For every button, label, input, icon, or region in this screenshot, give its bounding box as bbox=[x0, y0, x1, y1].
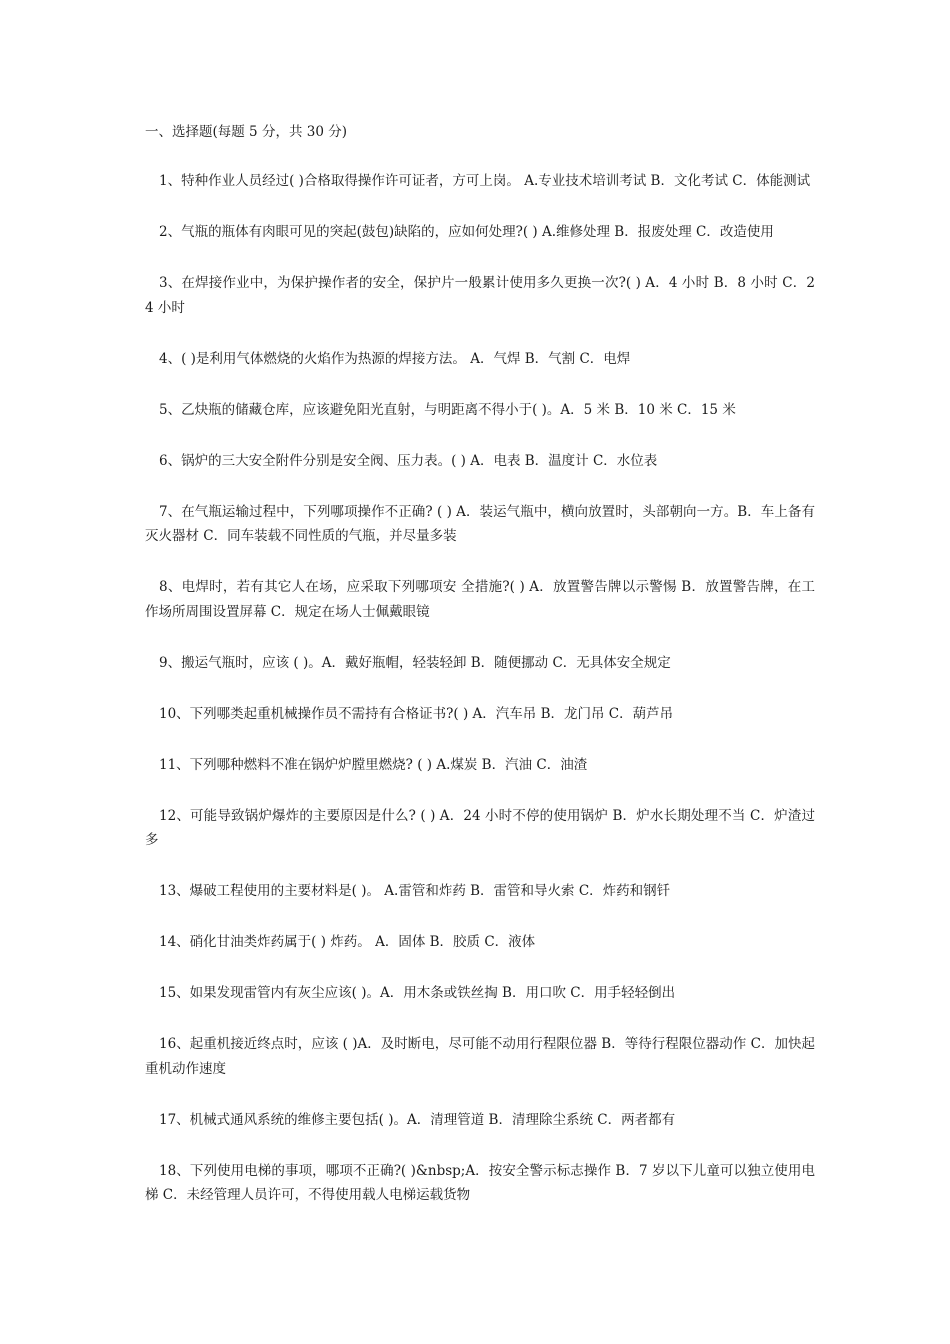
question-item: 3、在焊接作业中，为保护操作者的安全，保护片一般累计使用多久更换一次?( ) A．4 小时 B．8 小时 C．24 小时 bbox=[145, 275, 815, 316]
question-item: 6、锅炉的三大安全附件分别是安全阀、压力表。( ) A．电表 B．温度计 C．水位表 bbox=[159, 452, 658, 469]
question-item: 18、下列使用电梯的事项，哪项不正确?( )&nbsp;A．按安全警示标志操作 B．7 岁以下儿童可以独立使用电梯 C．未经管理人员许可，不得使用载人电梯运载货物 bbox=[145, 1162, 815, 1203]
question-item: 13、爆破工程使用的主要材料是( )。 A.雷管和炸药 B．雷管和导火索 C．炸药和钢钎 bbox=[159, 883, 671, 899]
question-list bbox=[145, 169, 815, 1234]
question-item: 15、如果发现雷管内有灰尘应该( )。A．用木条或铁丝掏 B．用口吹 C．用手轻轻倒出 bbox=[159, 985, 676, 1001]
question-item: 10、下列哪类起重机械操作员不需持有合格证书?( ) A．汽车吊 B．龙门吊 C．葫芦吊 bbox=[159, 705, 674, 722]
question-item: 16、起重机接近终点时，应该 ( )A．及时断电，尽可能不动用行程限位器 B．等待行程限位器动作 C．加快起重机动作速度 bbox=[145, 1036, 815, 1077]
question-item: 8、电焊时，若有其它人在场，应采取下列哪项安 全措施?( ) A．放置警告牌以示警惕 B．放置警告牌，在工作场所周围设置屏幕 C．规定在场人士佩戴眼镜 bbox=[145, 579, 815, 620]
question-item: 11、下列哪种燃料不准在锅炉炉膛里燃烧? ( ) A.煤炭 B．汽油 C．油渣 bbox=[159, 756, 588, 773]
question-item: 5、乙炔瓶的储藏仓库，应该避免阳光直射，与明距离不得小于( )。A．5 米 B．10 米 C．15 米 bbox=[159, 401, 736, 418]
question-item: 4、( )是利用气体燃烧的火焰作为热源的焊接方法。 A．气焊 B．气割 C．电焊 bbox=[159, 350, 631, 367]
question-item: 17、机械式通风系统的维修主要包括( )。A．清理管道 B．清理除尘系统 C．两者都有 bbox=[159, 1111, 676, 1128]
section-title: 一、选择题(每题 5 分，共 30 分) bbox=[145, 124, 347, 140]
question-item: 9、搬运气瓶时，应该 ( )。A．戴好瓶帽，轻装轻卸 B．随便挪动 C．无具体安全规定 bbox=[159, 654, 671, 671]
question-item: 7、在气瓶运输过程中，下列哪项操作不正确? ( ) A．装运气瓶中，横向放置时，头部朝向一方。B．车上备有灭火器材 C．同车装载不同性质的气瓶，并尽量多装 bbox=[145, 503, 815, 544]
question-item: 12、可能导致锅炉爆炸的主要原因是什么? ( ) A．24 小时不停的使用锅炉 B．炉水长期处理不当 C．炉渣过多 bbox=[145, 807, 815, 848]
question-item: 2、气瓶的瓶体有肉眼可见的突起(鼓包)缺陷的，应如何处理?( ) A.维修处理 B．报废处理 C．改造使用 bbox=[159, 224, 774, 240]
question-item: 1、特种作业人员经过( )合格取得操作许可证者，方可上岗。 A.专业技术培训考试 B．文化考试 C．体能测试 bbox=[159, 173, 811, 189]
question-item: 14、硝化甘油类炸药属于( ) 炸药。 A．固体 B．胶质 C．液体 bbox=[159, 934, 536, 950]
